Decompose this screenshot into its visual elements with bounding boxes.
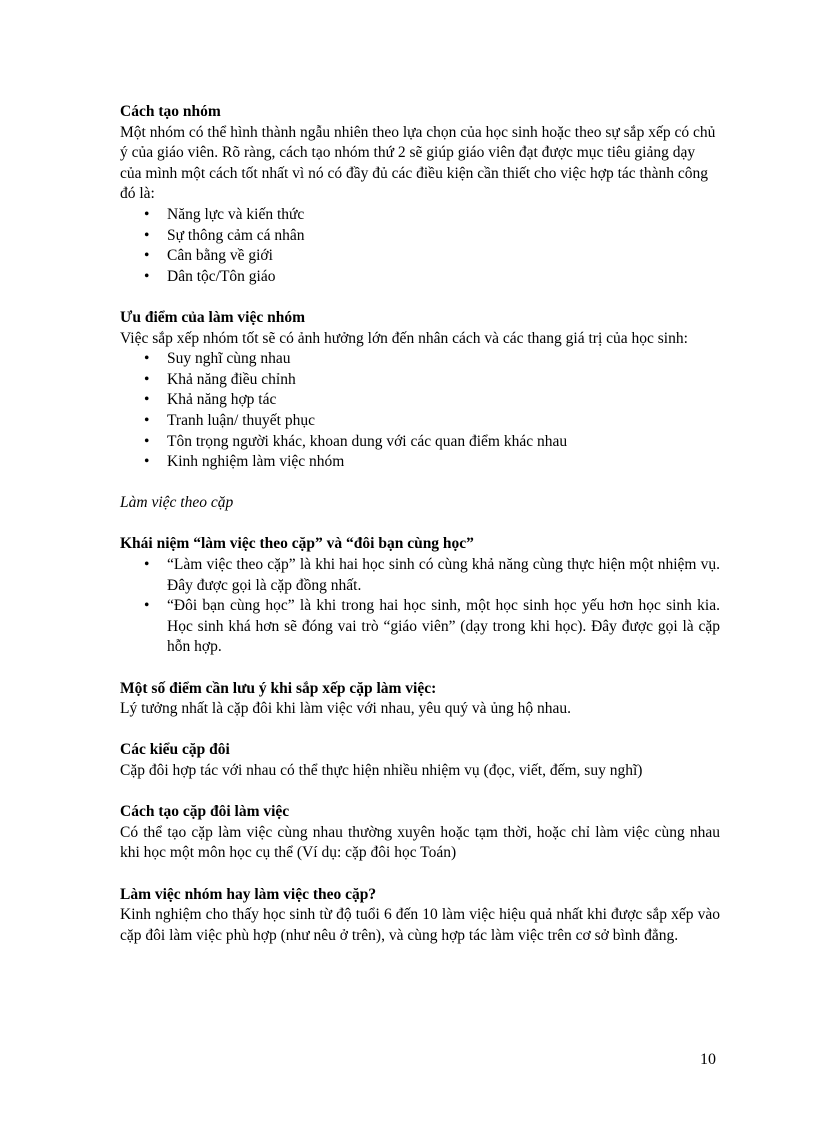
section-heading-pair-notes: Một số điểm cần lưu ý khi sắp xếp cặp làm việc: xyxy=(120,679,437,697)
section-heading-pair-concepts: Khái niệm “làm việc theo cặp” và “đôi bạn cùng học” xyxy=(120,535,474,553)
bullet-list-pair-concepts xyxy=(120,555,720,658)
section-text-pair-notes: Lý tưởng nhất là cặp đôi khi làm việc với nhau, yêu quý và ủng hộ nhau. xyxy=(120,700,571,718)
list-item: • Sự thông cảm cá nhân xyxy=(120,226,720,247)
bullet-list-group-criteria xyxy=(120,205,720,287)
spacer xyxy=(120,658,720,679)
spacer xyxy=(120,864,720,885)
section-heading-group-creation: Cách tạo nhóm xyxy=(120,103,221,120)
list-item: • Suy nghĩ cùng nhau xyxy=(120,349,720,370)
list-item: • Dân tộc/Tôn giáo xyxy=(120,267,720,288)
bullet-icon: • xyxy=(144,267,150,285)
list-item: • Kinh nghiệm làm việc nhóm xyxy=(120,452,720,473)
spacer xyxy=(120,514,720,535)
section-heading-group-advantages: Ưu điểm của làm việc nhóm xyxy=(120,308,305,326)
bullet-icon: • xyxy=(144,370,150,388)
spacer xyxy=(120,473,720,494)
bullet-icon: • xyxy=(144,226,150,244)
section-text-pair-types: Cặp đôi hợp tác với nhau có thể thực hiện nhiều nhiệm vụ (đọc, viết, đếm, suy nghĩ) xyxy=(120,762,643,779)
bullet-icon: • xyxy=(144,556,150,574)
list-item: • Khả năng điều chỉnh xyxy=(120,370,720,391)
bullet-list-advantages xyxy=(120,349,720,473)
list-item: • “Đôi bạn cùng học” là khi trong hai học sinh, một học sinh học yếu hơn học sinh kia. Học sinh khá hơn sẽ đóng vai trò “giáo viên” (dạy trong khi học). Đây được gọi là cặp hỗn hợp. xyxy=(144,597,720,656)
list-item: • Tranh luận/ thuyết phục xyxy=(120,411,720,432)
section-heading-pair-types: Các kiểu cặp đôi xyxy=(120,741,230,759)
section-intro-group-advantages: Việc sắp xếp nhóm tốt sẽ có ảnh hưởng lớn đến nhân cách và các thang giá trị của học sinh: xyxy=(120,329,688,347)
subsection-title-pair-work: Làm việc theo cặp xyxy=(120,494,234,512)
spacer xyxy=(120,782,720,803)
spacer xyxy=(120,720,720,741)
section-heading-group-or-pair: Làm việc nhóm hay làm việc theo cặp? xyxy=(120,885,377,903)
list-item: • Khả năng hợp tác xyxy=(120,390,720,411)
bullet-icon: • xyxy=(144,350,150,368)
bullet-icon: • xyxy=(144,247,150,265)
bullet-icon: • xyxy=(144,411,150,429)
page-number: 10 xyxy=(700,1051,716,1068)
bullet-icon: • xyxy=(144,432,150,450)
bullet-icon: • xyxy=(144,453,150,471)
list-item: • “Làm việc theo cặp” là khi hai học sinh có cùng khả năng cùng thực hiện một nhiệm vụ. Đây được gọi là cặp đồng nhất. xyxy=(144,556,720,594)
bullet-icon: • xyxy=(144,597,150,615)
list-item: • Tôn trọng người khác, khoan dung với các quan điểm khác nhau xyxy=(120,432,720,453)
section-text-group-or-pair: Kinh nghiệm cho thấy học sinh từ độ tuổi 6 đến 10 làm việc hiệu quả nhất khi được sắp xếp vào cặp đôi làm việc phù hợp (như nêu ở trên), và cùng hợp tác làm việc trên cơ sở bình đẳng. xyxy=(120,906,720,944)
document-page xyxy=(120,102,720,946)
list-item: • Cân bằng về giới xyxy=(120,246,720,267)
spacer xyxy=(120,287,720,308)
section-intro-group-creation: Một nhóm có thể hình thành ngẫu nhiên theo lựa chọn của học sinh hoặc theo sự sắp xếp có chủ ý của giáo viên. Rõ ràng, cách tạo nhóm thứ 2 sẽ giúp giáo viên đạt được mục tiêu giảng dạy của mình một cách tốt nhất vì nó có đầy đủ các điều kiện cần thiết cho việc hợp tác thành công đó là: xyxy=(120,123,716,203)
section-text-pair-creation: Có thể tạo cặp làm việc cùng nhau thường xuyên hoặc tạm thời, hoặc chỉ làm việc cùng nhau khi học một môn học cụ thể (Ví dụ: cặp đôi học Toán) xyxy=(120,823,720,862)
bullet-icon: • xyxy=(144,205,150,223)
list-item: • Năng lực và kiến thức xyxy=(120,205,720,226)
section-heading-pair-creation: Cách tạo cặp đôi làm việc xyxy=(120,803,290,821)
bullet-icon: • xyxy=(144,391,150,409)
